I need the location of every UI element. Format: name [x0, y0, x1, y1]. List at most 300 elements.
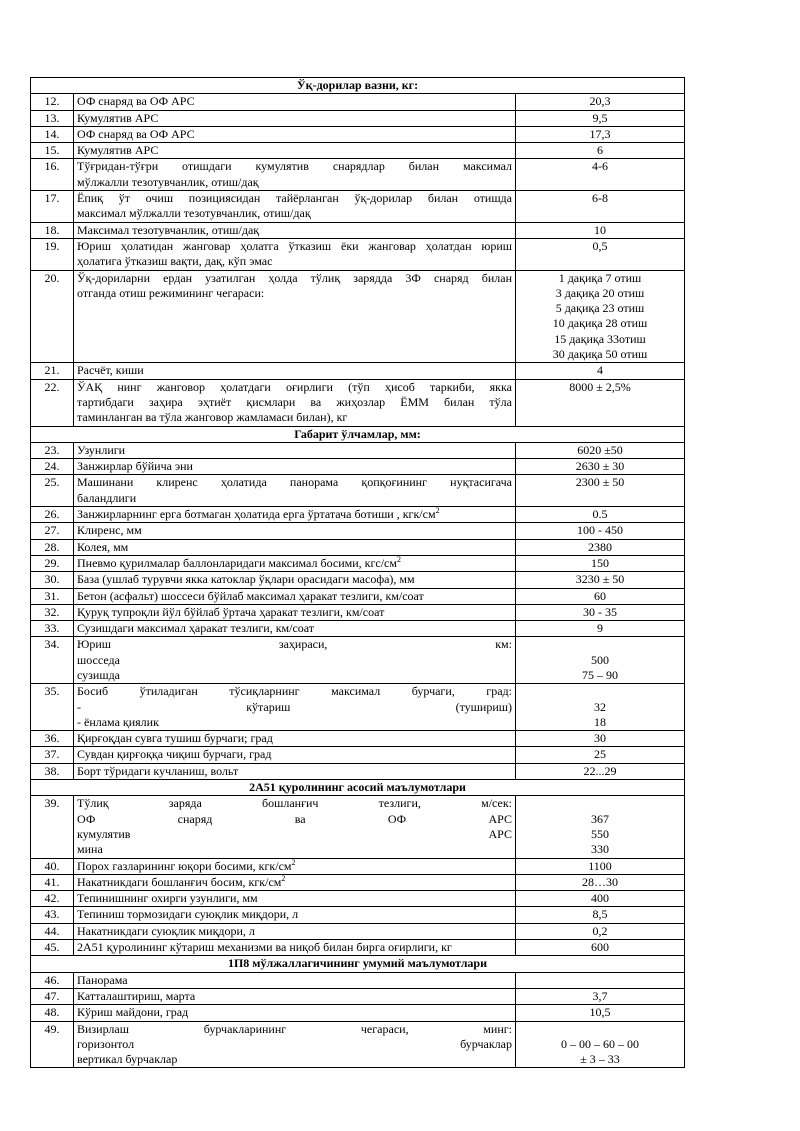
row-value — [516, 126, 685, 142]
row-number: 38. — [31, 763, 74, 779]
description-line — [77, 637, 512, 652]
description-text: ҳолатига ўтказиш вақти, дақ, кўп эмас — [77, 254, 273, 269]
description-line — [77, 812, 512, 827]
table-row — [31, 731, 685, 747]
row-description — [74, 143, 516, 159]
table-row — [31, 972, 685, 988]
value-line: 10 дақиқа 28 отиш — [552, 316, 648, 331]
row-description — [74, 684, 516, 731]
table-row — [31, 459, 685, 475]
value-line: 3,7 — [592, 988, 608, 1003]
description-line — [77, 223, 512, 238]
description-line — [77, 111, 512, 126]
table-row — [31, 572, 685, 588]
table-row — [31, 238, 685, 270]
row-number: 12. — [31, 94, 74, 110]
description-text: Машинани клиренс ҳолатида панорама қопқоғининг нуқтасигача — [77, 475, 512, 490]
section-header-row — [31, 956, 685, 972]
value-line: 32 — [594, 699, 606, 714]
table-row — [31, 923, 685, 939]
description-text: кумулятив АРС — [77, 826, 512, 841]
row-value — [516, 222, 685, 238]
row-description — [74, 379, 516, 426]
value-line: 15 дақиқа 33отиш — [554, 331, 646, 346]
row-description — [74, 507, 516, 523]
row-value — [516, 555, 685, 571]
row-description — [74, 238, 516, 270]
row-number: 13. — [31, 110, 74, 126]
row-value — [516, 143, 685, 159]
description-line — [77, 363, 512, 378]
row-number: 19. — [31, 238, 74, 270]
description-line — [77, 410, 512, 425]
row-description — [74, 988, 516, 1004]
row-number: 28. — [31, 539, 74, 555]
table-row — [31, 270, 685, 363]
section-title: 1П8 мўлжаллагичининг умумий маълумотлари — [31, 956, 685, 972]
description-text: Узунлиги — [77, 442, 126, 457]
row-number: 29. — [31, 555, 74, 571]
row-description — [74, 891, 516, 907]
description-line — [77, 605, 512, 620]
description-text: Визирлаш бурчакларининг чегараси, минг: — [77, 1021, 512, 1036]
row-description — [74, 475, 516, 507]
row-description — [74, 907, 516, 923]
row-number: 46. — [31, 972, 74, 988]
row-description — [74, 588, 516, 604]
value-line: 2380 — [588, 539, 612, 554]
row-description — [74, 572, 516, 588]
description-line — [77, 653, 512, 668]
row-value — [516, 459, 685, 475]
value-line: 28…30 — [582, 874, 618, 889]
description-text: мина — [77, 842, 103, 857]
description-text: Қирғоқдан сувга тушиш бурчаги; град — [77, 731, 273, 746]
row-value — [516, 572, 685, 588]
value-line: ± 3 – 33 — [580, 1052, 620, 1067]
description-line — [77, 924, 512, 939]
row-description — [74, 940, 516, 956]
description-line — [77, 459, 512, 474]
section-title: 2А51 қуролининг асосий маълумотлари — [31, 780, 685, 796]
table-row — [31, 539, 685, 555]
value-line: 0 – 00 – 60 – 00 — [561, 1036, 639, 1051]
description-text: Ўқ-дориларни ердан узатилган ҳолда тўлиқ зарядда 3Ф снаряд билан — [77, 270, 512, 285]
table-row — [31, 604, 685, 620]
row-value — [516, 1021, 685, 1068]
table-row — [31, 442, 685, 458]
description-line — [77, 940, 512, 955]
value-line: 367 — [591, 811, 609, 826]
description-text: ЎАҚ нинг жанговор ҳолатдаги оғирлиги (тўп ҳисоб таркиби, якка — [77, 379, 512, 394]
description-text: таминланган ва тўла жанговор жамламаси билан), кг — [77, 410, 348, 425]
table-row — [31, 1005, 685, 1021]
description-line — [77, 286, 512, 301]
row-number: 16. — [31, 159, 74, 191]
description-line — [77, 764, 512, 779]
row-number: 30. — [31, 572, 74, 588]
description-text: горизонтол бурчаклар — [77, 1036, 512, 1051]
row-number: 40. — [31, 858, 74, 874]
row-value — [516, 940, 685, 956]
row-value — [516, 523, 685, 539]
table-row — [31, 891, 685, 907]
value-line: 17,3 — [589, 126, 611, 141]
row-description — [74, 604, 516, 620]
row-description — [74, 796, 516, 858]
row-number: 32. — [31, 604, 74, 620]
description-text: Расчёт, киши — [77, 363, 144, 378]
value-line: 500 — [591, 652, 609, 667]
description-line — [77, 206, 512, 221]
specifications-table-body — [31, 78, 685, 1068]
section-title: Ўқ-дорилар вазни, кг: — [31, 78, 685, 94]
value-line: 22...29 — [583, 763, 617, 778]
row-value — [516, 604, 685, 620]
value-line: 3230 ± 50 — [575, 572, 625, 587]
value-line: 2300 ± 50 — [575, 475, 625, 490]
value-line: 6020 ±50 — [577, 442, 623, 457]
table-row — [31, 363, 685, 379]
description-line — [77, 572, 512, 587]
description-line — [77, 891, 512, 906]
row-value — [516, 684, 685, 731]
description-text: Ёпиқ ўт очиш позициясидан тайёрланган ўқ-дорилар билан отишда — [77, 191, 512, 206]
section-header-row — [31, 780, 685, 796]
description-text: Порох газларининг юқори босими, кгк/см — [77, 858, 292, 873]
row-value — [516, 858, 685, 874]
description-text: ОФ снаряд ва ОФ АРС — [77, 811, 512, 826]
value-line: 0,2 — [592, 923, 608, 938]
row-number: 41. — [31, 874, 74, 890]
row-number: 43. — [31, 907, 74, 923]
table-row — [31, 94, 685, 110]
description-text: Занжирлар бўйича эни — [77, 459, 193, 474]
value-line: 4 — [597, 363, 603, 378]
description-line — [77, 589, 512, 604]
description-line — [77, 475, 512, 490]
description-line — [77, 175, 512, 190]
value-line: 600 — [591, 940, 609, 955]
row-value — [516, 238, 685, 270]
description-line — [77, 143, 512, 158]
description-text: Тепиниш тормозидаги суюқлик миқдори, л — [77, 907, 299, 922]
description-text: Юриш заҳираси, км: — [77, 637, 512, 652]
row-description — [74, 222, 516, 238]
row-description — [74, 110, 516, 126]
description-text: максимал мўлжалли тезотувчанлик, отиш/дақ — [77, 206, 311, 221]
description-text: Накатникдаги суюқлик миқдори, л — [77, 923, 255, 938]
table-row — [31, 858, 685, 874]
table-row — [31, 684, 685, 731]
description-line — [77, 491, 512, 506]
row-number: 22. — [31, 379, 74, 426]
row-value — [516, 507, 685, 523]
value-line: 3 дақиқа 20 отиш — [555, 285, 645, 300]
table-row — [31, 555, 685, 571]
description-text: Накатникдаги бошланғич босим, кгк/см — [77, 874, 282, 889]
section-header-row — [31, 78, 685, 94]
table-row — [31, 747, 685, 763]
row-description — [74, 539, 516, 555]
row-value — [516, 731, 685, 747]
description-line — [77, 842, 512, 857]
value-line: 1 дақиқа 7 отиш — [558, 270, 642, 285]
description-line — [77, 507, 512, 522]
description-line — [77, 859, 512, 874]
row-number: 21. — [31, 363, 74, 379]
description-line — [77, 1005, 512, 1020]
row-description — [74, 731, 516, 747]
row-value — [516, 191, 685, 223]
value-line: 30 - 35 — [583, 604, 617, 619]
row-value — [516, 972, 685, 988]
value-line: 10,5 — [589, 1005, 611, 1020]
description-line — [77, 796, 512, 811]
description-line — [77, 540, 512, 555]
row-number: 18. — [31, 222, 74, 238]
value-line: 330 — [591, 842, 609, 857]
value-line: 10 — [594, 222, 606, 237]
description-text: тартибдаги заҳира эҳтиёт қисмлари ва жиҳозлар ЁММ билан тўла — [77, 394, 512, 409]
value-line: 1100 — [588, 858, 612, 873]
table-row — [31, 222, 685, 238]
description-line — [77, 907, 512, 922]
description-line — [77, 94, 512, 109]
description-line — [77, 989, 512, 1004]
row-value — [516, 907, 685, 923]
row-value — [516, 891, 685, 907]
row-value — [516, 588, 685, 604]
table-row — [31, 1021, 685, 1068]
table-row — [31, 637, 685, 684]
table-row — [31, 110, 685, 126]
row-value — [516, 363, 685, 379]
row-number: 42. — [31, 891, 74, 907]
row-description — [74, 923, 516, 939]
section-title: Габарит ўлчамлар, мм: — [31, 426, 685, 442]
description-line — [77, 684, 512, 699]
row-number: 24. — [31, 459, 74, 475]
section-header-row — [31, 426, 685, 442]
description-line — [77, 254, 512, 269]
row-number: 47. — [31, 988, 74, 1004]
description-text: База (ушлаб турувчи якка катоклар ўқлари орасидаги масофа), мм — [77, 572, 415, 587]
table-row — [31, 523, 685, 539]
row-description — [74, 523, 516, 539]
row-number: 20. — [31, 270, 74, 363]
description-line — [77, 973, 512, 988]
row-description — [74, 94, 516, 110]
value-line: 0.5 — [592, 507, 608, 522]
row-description — [74, 363, 516, 379]
table-row — [31, 588, 685, 604]
description-line — [77, 443, 512, 458]
row-value — [516, 1005, 685, 1021]
value-line: 60 — [594, 588, 606, 603]
row-number: 35. — [31, 684, 74, 731]
description-text: Пневмо қурилмалар баллонларидаги максимал босими, кгс/см — [77, 555, 397, 570]
row-number: 27. — [31, 523, 74, 539]
table-row — [31, 379, 685, 426]
row-number: 49. — [31, 1021, 74, 1068]
description-text: ОФ снаряд ва ОФ АРС — [77, 94, 195, 109]
row-number: 44. — [31, 923, 74, 939]
description-text: Кумулятив АРС — [77, 143, 159, 158]
row-value — [516, 442, 685, 458]
value-line: 150 — [591, 555, 609, 570]
specifications-table — [30, 77, 685, 1068]
description-line — [77, 159, 512, 174]
value-line: 4-6 — [592, 159, 608, 174]
table-row — [31, 907, 685, 923]
unit-superscript: 2 — [281, 873, 286, 883]
description-text: Бетон (асфальт) шоссеси бўйлаб максимал ҳаракат тезлиги, км/соат — [77, 588, 424, 603]
row-value — [516, 110, 685, 126]
description-line — [77, 668, 512, 683]
description-text: Тўлиқ заряда бошланғич тезлиги, м/сек: — [77, 796, 512, 811]
row-number: 23. — [31, 442, 74, 458]
value-line: 400 — [591, 891, 609, 906]
value-line: 20,3 — [589, 94, 611, 109]
row-number: 34. — [31, 637, 74, 684]
description-text: Босиб ўтиладиган тўсиқларнинг максимал бурчаги, град: — [77, 684, 512, 699]
description-line — [77, 556, 512, 571]
table-row — [31, 940, 685, 956]
description-text: Тепинишнинг охирги узунлиги, мм — [77, 891, 258, 906]
row-value — [516, 539, 685, 555]
description-text: Борт тўридаги кучланиш, вольт — [77, 763, 239, 778]
row-value — [516, 988, 685, 1004]
value-line: 5 дақиқа 23 отиш — [555, 301, 645, 316]
value-line: 6-8 — [592, 191, 608, 206]
row-number: 15. — [31, 143, 74, 159]
description-text: мўлжалли тезотувчанлик, отиш/дақ — [77, 174, 259, 189]
row-description — [74, 747, 516, 763]
row-number: 45. — [31, 940, 74, 956]
row-number: 17. — [31, 191, 74, 223]
row-description — [74, 1005, 516, 1021]
row-value — [516, 475, 685, 507]
description-text: Юриш ҳолатидан жанговар ҳолатга ўтказиш ёки жанговар ҳолатдан юриш — [77, 238, 512, 253]
description-text: шосседа — [77, 652, 120, 667]
description-line — [77, 127, 512, 142]
row-description — [74, 874, 516, 890]
row-value — [516, 763, 685, 779]
description-line — [77, 621, 512, 636]
value-line: 550 — [591, 826, 609, 841]
row-description — [74, 126, 516, 142]
description-text: Максимал тезотувчанлик, отиш/дақ — [77, 222, 260, 237]
row-number: 26. — [31, 507, 74, 523]
value-line: 9,5 — [592, 110, 608, 125]
row-value — [516, 796, 685, 858]
description-text: 2А51 қуролининг кўтариш механизми ва ниқоб билан бирга оғирлиги, кг — [77, 940, 452, 955]
value-line: 30 дақиқа 50 отиш — [552, 347, 648, 362]
description-text: - ёнлама қиялик — [77, 714, 159, 729]
unit-superscript: 2 — [435, 506, 440, 516]
value-line: 9 — [597, 621, 603, 636]
table-row — [31, 475, 685, 507]
row-value — [516, 923, 685, 939]
description-line — [77, 1052, 512, 1067]
unit-superscript: 2 — [396, 554, 401, 564]
row-value — [516, 621, 685, 637]
row-number: 33. — [31, 621, 74, 637]
value-line: 6 — [597, 143, 603, 158]
description-line — [77, 1037, 512, 1052]
description-text: Кумулятив АРС — [77, 110, 159, 125]
row-value — [516, 270, 685, 363]
row-number: 36. — [31, 731, 74, 747]
description-line — [77, 380, 512, 395]
description-text: - кўтариш (тушириш) — [77, 699, 512, 714]
table-row — [31, 507, 685, 523]
description-text: вертикал бурчаклар — [77, 1052, 178, 1067]
description-line — [77, 239, 512, 254]
row-value — [516, 747, 685, 763]
description-line — [77, 1022, 512, 1037]
unit-superscript: 2 — [291, 857, 296, 867]
description-line — [77, 731, 512, 746]
description-text: ОФ снаряд ва ОФ АРС — [77, 126, 195, 141]
description-text: баландлиги — [77, 490, 137, 505]
description-text: Клиренс, мм — [77, 523, 142, 538]
row-description — [74, 459, 516, 475]
row-number: 14. — [31, 126, 74, 142]
description-text: Занжирларнинг ерга ботмаган ҳолатида ерга ўртатача ботиши , кгк/см — [77, 507, 436, 522]
row-description — [74, 270, 516, 363]
description-line — [77, 827, 512, 842]
description-text: Тўғридан-тўғри отишдаги кумулятив снарядлар билан максимал — [77, 159, 512, 174]
row-number: 25. — [31, 475, 74, 507]
table-row — [31, 796, 685, 858]
description-text: отганда отиш режимининг чегараси: — [77, 285, 265, 300]
description-line — [77, 700, 512, 715]
value-line: 25 — [594, 747, 606, 762]
table-row — [31, 191, 685, 223]
description-line — [77, 875, 512, 890]
row-description — [74, 763, 516, 779]
row-value — [516, 637, 685, 684]
row-number: 31. — [31, 588, 74, 604]
value-line: 100 - 450 — [577, 523, 623, 538]
description-text: Кўриш майдони, град — [77, 1005, 189, 1020]
table-row — [31, 763, 685, 779]
table-row — [31, 143, 685, 159]
table-row — [31, 621, 685, 637]
description-text: сузишда — [77, 667, 121, 682]
row-description — [74, 1021, 516, 1068]
description-text: Панорама — [77, 972, 128, 987]
value-line: 2630 ± 30 — [575, 459, 625, 474]
row-description — [74, 555, 516, 571]
table-row — [31, 126, 685, 142]
row-number: 48. — [31, 1005, 74, 1021]
row-value — [516, 874, 685, 890]
table-row — [31, 874, 685, 890]
value-line: 75 – 90 — [582, 667, 618, 682]
row-description — [74, 442, 516, 458]
row-description — [74, 637, 516, 684]
value-line: 30 — [594, 731, 606, 746]
row-description — [74, 159, 516, 191]
description-text: Қуруқ тупроқли йўл бўйлаб ўртача ҳаракат тезлиги, км/соат — [77, 604, 385, 619]
description-text: Катталаштириш, марта — [77, 988, 196, 1003]
row-description — [74, 972, 516, 988]
table-row — [31, 159, 685, 191]
value-line: 8000 ± 2,5% — [569, 379, 631, 394]
